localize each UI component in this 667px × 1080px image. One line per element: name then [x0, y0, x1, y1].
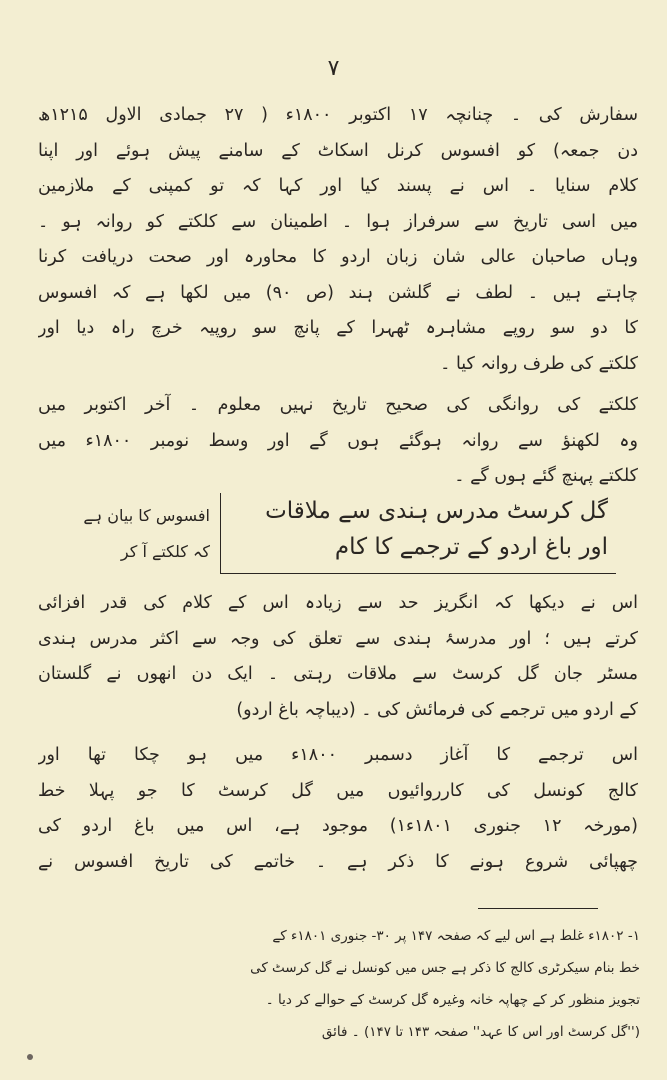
text-line: اس ترجمے کا آغاز دسمبر ۱۸۰۰ء میں ہو چکا تھا اور — [38, 745, 638, 765]
text-line: میں اسی تاریخ سے سرفراز ہوا ۔ اطمینان سے کلکتے کو روانہ ہو ۔ — [38, 211, 638, 232]
text-line: کرتے ہیں ؛ اور مدرسۂ ہندی سے تعلق کی وجہ سے اکثر مدرس ہندی — [38, 628, 638, 649]
text-line: اس نے دیکھا کہ انگریز حد سے زیادہ اس کے کلام کی قدر افزائی — [38, 593, 638, 613]
text-line: وہ لکھنؤ سے روانہ ہوگئے ہوں گے اور وسط نومبر ۱۸۰۰ء میں — [38, 430, 638, 451]
section-heading-line: گل کرسٹ مدرس ہندی سے ملاقات — [265, 498, 608, 524]
text-line: دن جمعہ) کو افسوس کرنل اسکاٹ کے سامنے پیش ہوئے اور اپنا — [38, 140, 638, 161]
paragraph-4 — [38, 738, 638, 880]
margin-note — [34, 498, 210, 570]
text-line: کے اردو میں ترجمے کی فرمائش کی ۔ (دیباچہ باغ اردو) — [236, 699, 638, 720]
paragraph-3 — [38, 586, 638, 728]
footnote-separator — [478, 908, 598, 909]
text-line: کالج کونسل کی کارروائیوں میں گل کرسٹ کا جو پہلا خط — [38, 780, 638, 801]
text-line: کلکتے کی روانگی کی صحیح تاریخ نہیں معلوم ۔ آخر اکتوبر میں — [38, 395, 638, 415]
footnote-line: (''گل کرسٹ اور اس کا عہد'' صفحہ ۱۴۳ تا ۱۴۷) ۔ فائق — [321, 1024, 640, 1040]
margin-note-line: کہ کلکتے آ کر — [120, 542, 210, 561]
section-heading — [220, 493, 616, 574]
text-line: کلکتے پہنچ گئے ہوں گے ۔ — [454, 466, 638, 486]
text-line: (مورخہ ۱۲ جنوری ۱۸۰۱ء۱) موجود ہے، اس میں باغ اردو کی — [38, 816, 638, 836]
ink-dot — [27, 1054, 33, 1060]
page-number: ۷ — [327, 56, 340, 81]
footnote-line: ۱- ۱۸۰۲ء غلط ہے اس لیے کہ صفحہ ۱۴۷ پر ۳۰- جنوری ۱۸۰۱ء کے — [272, 928, 640, 944]
footnote-line: خط بنام سیکرٹری کالج کا ذکر ہے جس میں کونسل نے گل کرسٹ کی — [250, 960, 640, 976]
footnote — [44, 920, 640, 1048]
text-line: سفارش کی ۔ چنانچہ ۱۷ اکتوبر ۱۸۰۰ء ( ۲۷ جمادی الاول ۱۲۱۵ھ — [38, 105, 638, 125]
text-line: چاہتے ہیں ۔ لطف نے گلشن ہند (ص ۹۰) میں لکھا ہے کہ افسوس — [38, 282, 638, 303]
footnote-line: تجویز منظور کر کے چھاپہ خانہ وغیرہ گل کرسٹ کے حوالے کر دیا ۔ — [265, 992, 640, 1008]
paragraph-2 — [38, 388, 638, 495]
margin-note-line: افسوس کا بیان ہے — [83, 506, 210, 525]
text-line: کلکتے کی طرف روانہ کیا ۔ — [440, 353, 638, 374]
text-line: چھپائی شروع ہونے کا ذکر ہے ۔ خاتمے کی تاریخ افسوس نے — [38, 851, 638, 872]
text-line: کلام سنایا ۔ اس نے پسند کیا اور کہا کہ تو کمپنی کے ملازمین — [38, 176, 638, 196]
section-heading-line: اور باغ اردو کے ترجمے کا کام — [334, 534, 608, 560]
text-line: وہاں صاحبان عالی شان زبان اردو کا محاورہ اور صحت دریافت کرنا — [38, 247, 638, 267]
text-line: مسٹر جان گل کرسٹ سے ملاقات رہتی ۔ ایک دن انھوں نے گلستان — [38, 664, 638, 684]
paragraph-1 — [38, 98, 638, 382]
text-line: کا دو سو روپے مشاہرہ ٹھہرا کے پانچ سو روپیہ خرچ راہ دیا اور — [38, 318, 638, 338]
